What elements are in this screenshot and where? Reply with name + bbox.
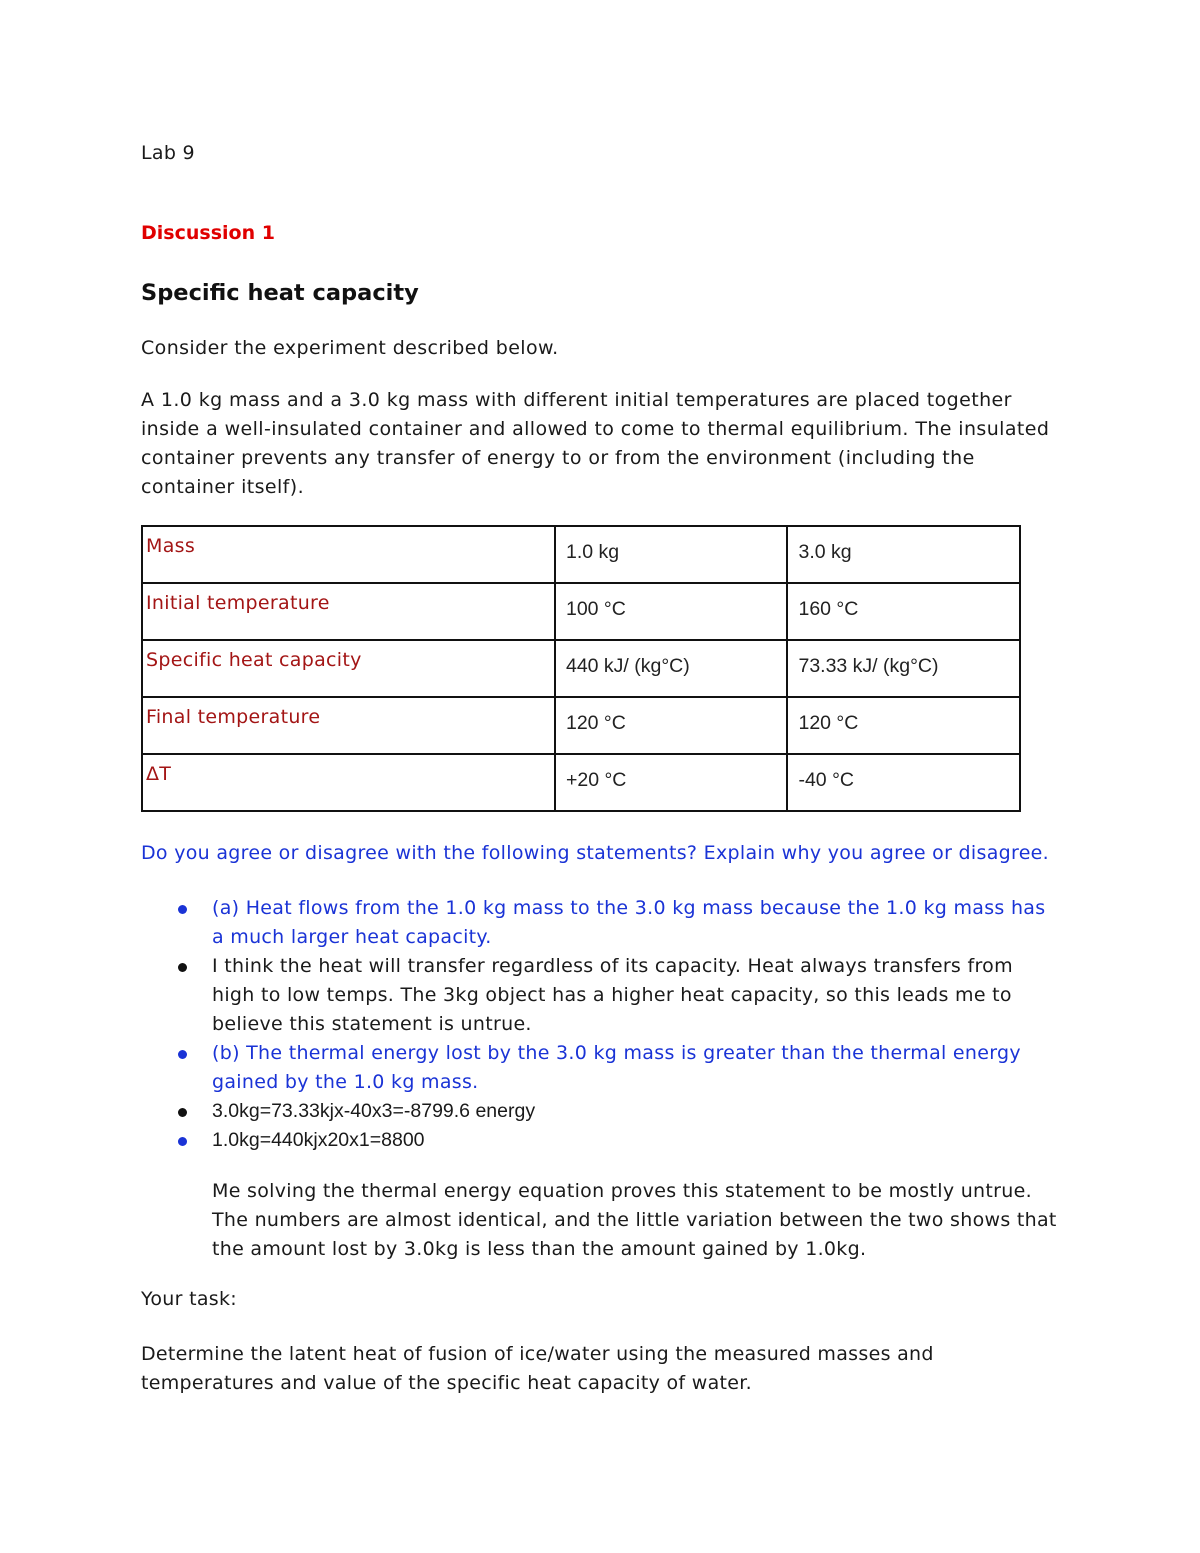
table-row	[142, 640, 1020, 697]
experiment-description: A 1.0 kg mass and a 3.0 kg mass with different initial temperatures are placed together inside a well-insulated container and allowed to come to thermal equilibrium. The insulated container prevents any transfer of energy to or from the environment (including the container itself).	[141, 389, 1050, 498]
list-item	[141, 894, 1061, 952]
calculation-3kg: 3.0kg=73.33kjx-40x3=-8799.6 energy	[212, 1100, 536, 1122]
row-label: Mass	[142, 526, 555, 583]
bullet-icon	[178, 1137, 187, 1146]
table-row	[142, 754, 1020, 811]
mass-3-value: 73.33 kJ/ (kg°C)	[787, 640, 1020, 697]
bullet-icon	[178, 1050, 187, 1059]
intro-paragraph: Consider the experiment described below.	[141, 337, 559, 359]
mass-1-value: 1.0 kg	[555, 526, 788, 583]
mass-3-value: 3.0 kg	[787, 526, 1020, 583]
statement-list	[141, 894, 1061, 1155]
table-row	[142, 526, 1020, 583]
answer-a: I think the heat will transfer regardless of its capacity. Heat always transfers from high to low temps. The 3kg object has a higher heat capacity, so this leads me to believe this statement is untrue.	[212, 955, 1013, 1035]
mass-1-value: 120 °C	[555, 697, 788, 754]
mass-1-value: +20 °C	[555, 754, 788, 811]
statement-a: (a) Heat flows from the 1.0 kg mass to the 3.0 kg mass because the 1.0 kg mass has a much larger heat capacity.	[212, 897, 1046, 948]
table-row	[142, 583, 1020, 640]
experiment-table	[141, 525, 1021, 812]
row-label: Specific heat capacity	[142, 640, 555, 697]
row-label: Final temperature	[142, 697, 555, 754]
conclusion-paragraph: Me solving the thermal energy equation proves this statement to be mostly untrue. The numbers are almost identical, and the little variation between the two shows that the amount lost by 3.0kg is less than the amount gained by 1.0kg.	[212, 1180, 1057, 1260]
bullet-icon	[178, 963, 187, 972]
section-heading: Specific heat capacity	[141, 280, 419, 306]
list-item	[141, 1097, 1061, 1126]
list-item	[141, 1126, 1061, 1155]
mass-3-value: -40 °C	[787, 754, 1020, 811]
mass-3-value: 120 °C	[787, 697, 1020, 754]
task-label: Your task:	[141, 1288, 237, 1310]
mass-1-value: 440 kJ/ (kg°C)	[555, 640, 788, 697]
task-description: Determine the latent heat of fusion of ice/water using the measured masses and temperatures and value of the specific heat capacity of water.	[141, 1343, 934, 1394]
lab-title: Lab 9	[141, 142, 195, 164]
list-item	[141, 952, 1061, 1039]
list-item	[141, 1039, 1061, 1097]
statement-b: (b) The thermal energy lost by the 3.0 kg mass is greater than the thermal energy gained by the 1.0 kg mass.	[212, 1042, 1021, 1093]
mass-3-value: 160 °C	[787, 583, 1020, 640]
bullet-icon	[178, 1108, 187, 1117]
mass-1-value: 100 °C	[555, 583, 788, 640]
bullet-icon	[178, 905, 187, 914]
row-label: Initial temperature	[142, 583, 555, 640]
discussion-label: Discussion 1	[141, 222, 275, 244]
row-label: ΔT	[142, 754, 555, 811]
table-row	[142, 697, 1020, 754]
question-prompt: Do you agree or disagree with the following statements? Explain why you agree or disagree.	[141, 842, 1050, 864]
calculation-1kg: 1.0kg=440kjx20x1=8800	[212, 1129, 425, 1151]
